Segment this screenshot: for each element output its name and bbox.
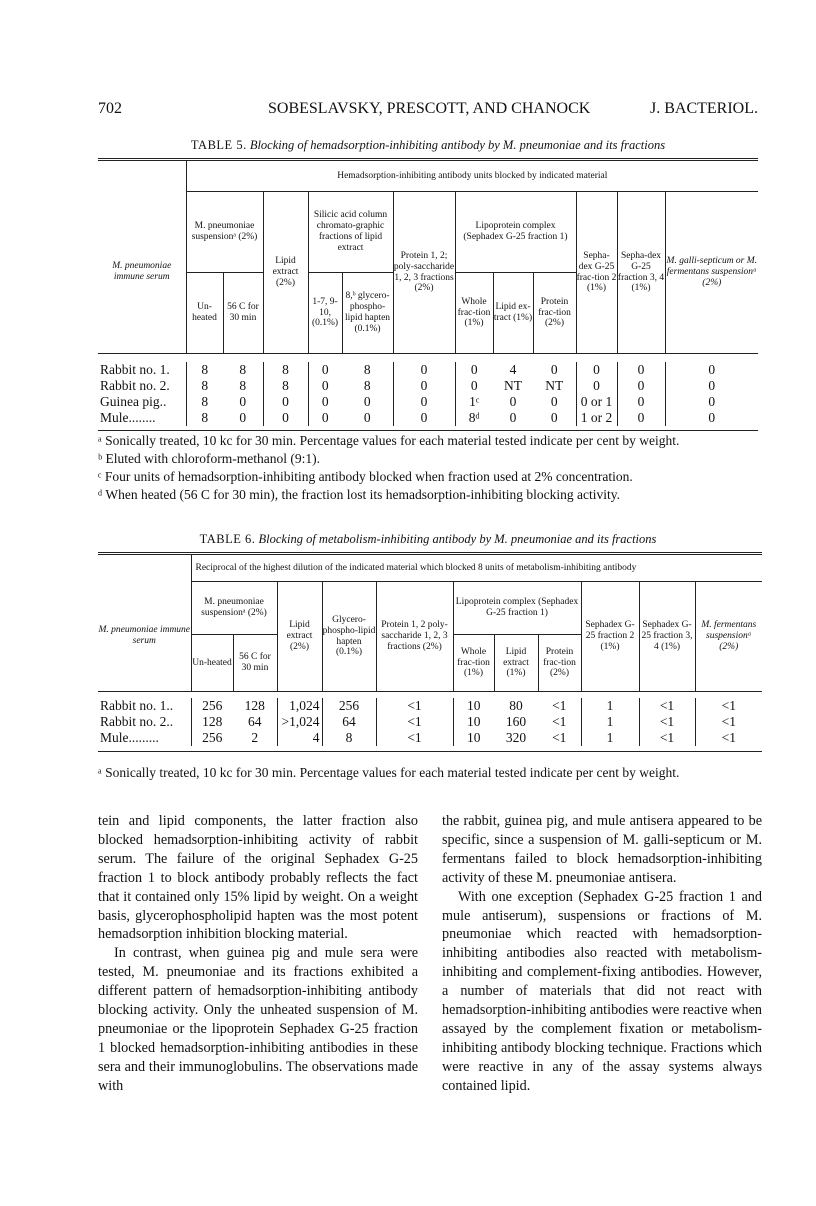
table-cell: 0 (665, 362, 758, 378)
paragraph: the rabbit, guinea pig, and mule antisera appeared to be specific, since a suspension of M. galli-septicum or M. fermentans failed to block hemadsorption-inhibiting activity of these M. pneumoniae antisera. (442, 813, 762, 886)
table-cell: <1 (552, 698, 567, 713)
table-cell: 0 (308, 410, 342, 426)
table-cell: 0 (617, 410, 665, 426)
table-row (98, 394, 758, 410)
table-cell: 0 (617, 394, 665, 410)
footnote: ᵃ Sonically treated, 10 kc for 30 min. Percentage values for each material tested indicate per cent by weight. (98, 433, 680, 448)
table6-group-fermentans: M. fermentans suspensionᵃ (2%) (695, 582, 762, 692)
footnote: ᵃ Sonically treated, 10 kc for 30 min. Percentage values for each material tested indicate per cent by weight. (98, 765, 680, 780)
table-cell: 256 (191, 730, 233, 746)
table-cell: 0 (308, 378, 342, 394)
table-cell: 0 (550, 362, 558, 377)
table-cell: 64 (248, 714, 262, 729)
table5-group-protein: Protein 1, 2; poly-saccharide 1, 2, 3 fractions (2%) (393, 192, 455, 354)
table-cell: 1 or 2 (576, 410, 617, 426)
table-cell: 0 (455, 378, 493, 394)
table6-sub-whole: Whole frac-tion (1%) (453, 635, 494, 692)
table-cell: 0 (308, 362, 342, 378)
table6-caption (98, 532, 758, 547)
table6-group-lipoprotein: Lipoprotein complex (Sephadex G-25 fraction 1) (453, 582, 581, 635)
table-cell: 0 (363, 394, 371, 409)
table-cell: 128 (191, 714, 233, 730)
table5-group-lipid-extract: Lipid extract (2%) (263, 192, 308, 354)
table-cell: 8 (263, 362, 308, 378)
table-cell: 0 (550, 394, 558, 409)
table-cell: 1 (581, 698, 639, 714)
table-cell: 0 (455, 362, 493, 378)
paragraph: With one exception (Sephadex G-25 fraction 1 and mule antiserum), suspensions or fractions of M. pneumoniae which reacted with hemadsorption-inhibiting antibodies also reacted with metabolism-inhibiting and complement-fixing antibodies. However, a number of materials that did not react with hemadsorption-inhibiting antibodies were reactive when assayed by the complement fixation or metabolism-inhibiting antibody blocking technique. Fractions which were reactive in any of the assay systems always contained lipid. (442, 888, 762, 1094)
table-cell: 8 (186, 410, 223, 426)
table-cell: 10 (453, 730, 494, 746)
table-row (98, 362, 758, 378)
body-column-left (98, 812, 418, 1096)
table5-sub-f1-7: 1-7, 9-10, (0.1%) (308, 273, 342, 354)
table-cell: NT (504, 378, 522, 393)
table-cell: 128 (244, 698, 265, 713)
table-cell: <1 (376, 698, 453, 714)
table5-footnotes (98, 432, 770, 504)
table5-group-suspension: M. pneumoniae suspensionᵃ (2%) (186, 192, 263, 273)
table-cell: >1,024 (277, 714, 322, 730)
row-label: Guinea pig.. (100, 394, 167, 409)
table-row (98, 410, 758, 426)
table-cell: 0 (665, 394, 758, 410)
page-number: 702 (98, 100, 122, 117)
table5-sub-unheated: Un-heated (186, 273, 223, 354)
table5-label: TABLE 5. (190, 138, 247, 152)
table5-spanner: Hemadsorption-inhibiting antibody units blocked by indicated material (186, 160, 758, 192)
table6-label: TABLE 6. (199, 532, 256, 546)
footnote: ᵈ When heated (56 C for 30 min), the fraction lost its hemadsorption-inhibiting blocking activity. (98, 487, 620, 502)
table-cell: 0 (665, 378, 758, 394)
table-cell: 8 (363, 362, 371, 377)
table-cell: 0 or 1 (576, 394, 617, 410)
table-cell: 0 (263, 410, 308, 426)
table-cell: 1 (581, 714, 639, 730)
table-cell: 0 (617, 378, 665, 394)
table-cell: 0 (509, 394, 517, 409)
table-cell: NT (545, 378, 564, 393)
table-cell: 64 (322, 714, 376, 730)
table-cell: <1 (376, 714, 453, 730)
table5-title: Blocking of hemadsorption-inhibiting antibody by M. pneumoniae and its fractions (249, 138, 666, 152)
table6 (98, 552, 762, 752)
table-cell: 8ᵈ (455, 410, 493, 426)
table-cell: 8 (186, 394, 223, 410)
table-cell: 1 (581, 730, 639, 746)
table6-group-sephadex2: Sephadex G-25 fraction 2 (1%) (581, 582, 639, 692)
table-cell: 8 (186, 378, 223, 394)
table5-sub-f8: 8,ᵇ glycero-phospho-lipid hapten (0.1%) (342, 273, 393, 354)
table6-title: Blocking of metabolism-inhibiting antibody by M. pneumoniae and its fractions (258, 532, 657, 546)
table-cell: 0 (617, 362, 665, 378)
table6-group-sephadex34: Sephadex G-25 fraction 3, 4 (1%) (639, 582, 695, 692)
table6-group-lipid-extract: Lipid extract (2%) (277, 582, 322, 692)
table-cell: <1 (376, 730, 453, 746)
table6-sub-heated: 56 C for 30 min (233, 635, 277, 692)
table-cell: <1 (639, 714, 695, 730)
table-cell: <1 (639, 698, 695, 714)
table-row (98, 730, 762, 746)
paragraph: In contrast, when guinea pig and mule sera were tested, M. pneumoniae and its fractions exhibited a different pattern of hemadsorption-inhibiting antibody blocking activity. Only the unheated suspension of M. pneumoniae or the lipoprotein Sephadex G-25 fraction 1 blocked hemadsorption-inhibiting antibodies in these sera and their immunoglobulins. The observations made with (98, 945, 418, 1094)
running-head-authors: SOBESLAVSKY, PRESCOTT, AND CHANOCK (268, 100, 591, 117)
table6-group-suspension: M. pneumoniae suspensionᵃ (2%) (191, 582, 277, 635)
table-cell: 0 (263, 394, 308, 410)
table-cell: 1ᶜ (455, 394, 493, 410)
row-label: Rabbit no. 2. (100, 378, 170, 393)
table-cell: 0 (363, 410, 371, 425)
row-label: Mule........ (100, 410, 156, 425)
table6-group-protein: Protein 1, 2 poly-saccharide 1, 2, 3 fractions (2%) (376, 582, 453, 692)
footnote: ᵇ Eluted with chloroform-methanol (9:1). (98, 451, 320, 466)
table-cell: 8 (363, 378, 371, 393)
table5-row-header: M. pneumoniae immune serum (98, 192, 186, 354)
table-cell: <1 (695, 714, 762, 730)
table-cell: <1 (695, 730, 762, 746)
table5-sub-heated: 56 C for 30 min (223, 273, 263, 354)
table-row (98, 378, 758, 394)
table5-group-sephadex2: Sepha-dex G-25 frac-tion 2 (1%) (576, 192, 617, 354)
table5-group-sephadex34: Sepha-dex G-25 fraction 3, 4 (1%) (617, 192, 665, 354)
table6-footnotes (98, 764, 770, 782)
table6-spanner: Reciprocal of the highest dilution of the indicated material which blocked 8 units of metabolism-inhibiting antibody (191, 554, 762, 582)
table-cell: 0 (393, 410, 455, 426)
table-cell: 0 (308, 394, 342, 410)
body-column-right (442, 812, 762, 1096)
table6-sub-unheated: Un-heated (191, 635, 233, 692)
table-cell: 1,024 (277, 698, 322, 714)
table5-sub-lipid-ex: Lipid ex-tract (1%) (493, 273, 533, 354)
running-head-journal: J. BACTERIOL. (650, 100, 758, 117)
table-cell: 0 (239, 410, 247, 425)
row-label: Rabbit no. 1.. (100, 698, 174, 713)
paragraph: tein and lipid components, the latter fraction also blocked hemadsorption-inhibiting activity of rabbit serum. The failure of the original Sephadex G-25 fraction 1 to block antibody probably reflects the fact that it contained only 15% lipid by weight. On a weight basis, glycerophospholipid hapten was the most potent hemadsorption inhibition blocking material. (98, 813, 418, 943)
table-cell: 4 (277, 730, 322, 746)
table-cell: 0 (550, 410, 558, 425)
table-cell: 8 (239, 378, 247, 393)
table-cell: 8 (186, 362, 223, 378)
table-row (98, 714, 762, 730)
table-cell: 8 (322, 730, 376, 746)
table5-sub-protein-frac: Protein frac-tion (2%) (533, 273, 576, 354)
table-cell: 160 (505, 714, 527, 729)
table-cell: <1 (639, 730, 695, 746)
table5-group-lipoprotein: Lipoprotein complex (Sephadex G-25 fraction 1) (455, 192, 576, 273)
table-cell: 0 (509, 410, 517, 425)
row-label: Rabbit no. 2.. (100, 714, 174, 729)
footnote: ᶜ Four units of hemadsorption-inhibiting antibody blocked when fraction used at 2% concentration. (98, 469, 633, 484)
table5-group-silicic: Silicic acid column chromato-graphic fractions of lipid extract (308, 192, 393, 273)
table-cell: <1 (552, 730, 567, 745)
table5-caption (98, 138, 758, 153)
table-cell: 0 (393, 362, 455, 378)
table5-group-galli: M. galli-septicum or M. fermentans suspensionᵃ (2%) (665, 192, 758, 354)
table-cell: 0 (393, 378, 455, 394)
table5-sub-whole: Whole frac-tion (1%) (455, 273, 493, 354)
table6-sub-lipid-ex: Lipid extract (1%) (494, 635, 538, 692)
table-cell: 0 (393, 394, 455, 410)
table-row (98, 698, 762, 714)
table-cell: 256 (191, 698, 233, 714)
table-cell: 10 (453, 714, 494, 730)
table5 (98, 158, 758, 431)
table-cell: <1 (552, 714, 567, 729)
table-cell: 8 (239, 362, 247, 377)
row-label: Rabbit no. 1. (100, 362, 170, 377)
table-cell: 0 (576, 362, 617, 378)
table-cell: 320 (505, 730, 527, 745)
table6-group-glycero: Glycero-phospho-lipid hapten (0.1%) (322, 582, 376, 692)
row-label: Mule......... (100, 730, 159, 745)
table-cell: <1 (695, 698, 762, 714)
table-cell: 10 (453, 698, 494, 714)
table-cell: 2 (251, 730, 259, 745)
table-cell: 0 (665, 410, 758, 426)
table-cell: 0 (576, 378, 617, 394)
table-cell: 4 (509, 362, 517, 377)
table-cell: 80 (509, 698, 523, 713)
table-cell: 256 (322, 698, 376, 714)
table-cell: 0 (239, 394, 247, 409)
table-cell: 8 (263, 378, 308, 394)
table6-row-header: M. pneumoniae immune serum (98, 582, 191, 692)
table6-sub-protein-frac: Protein frac-tion (2%) (538, 635, 581, 692)
running-head (98, 100, 758, 122)
